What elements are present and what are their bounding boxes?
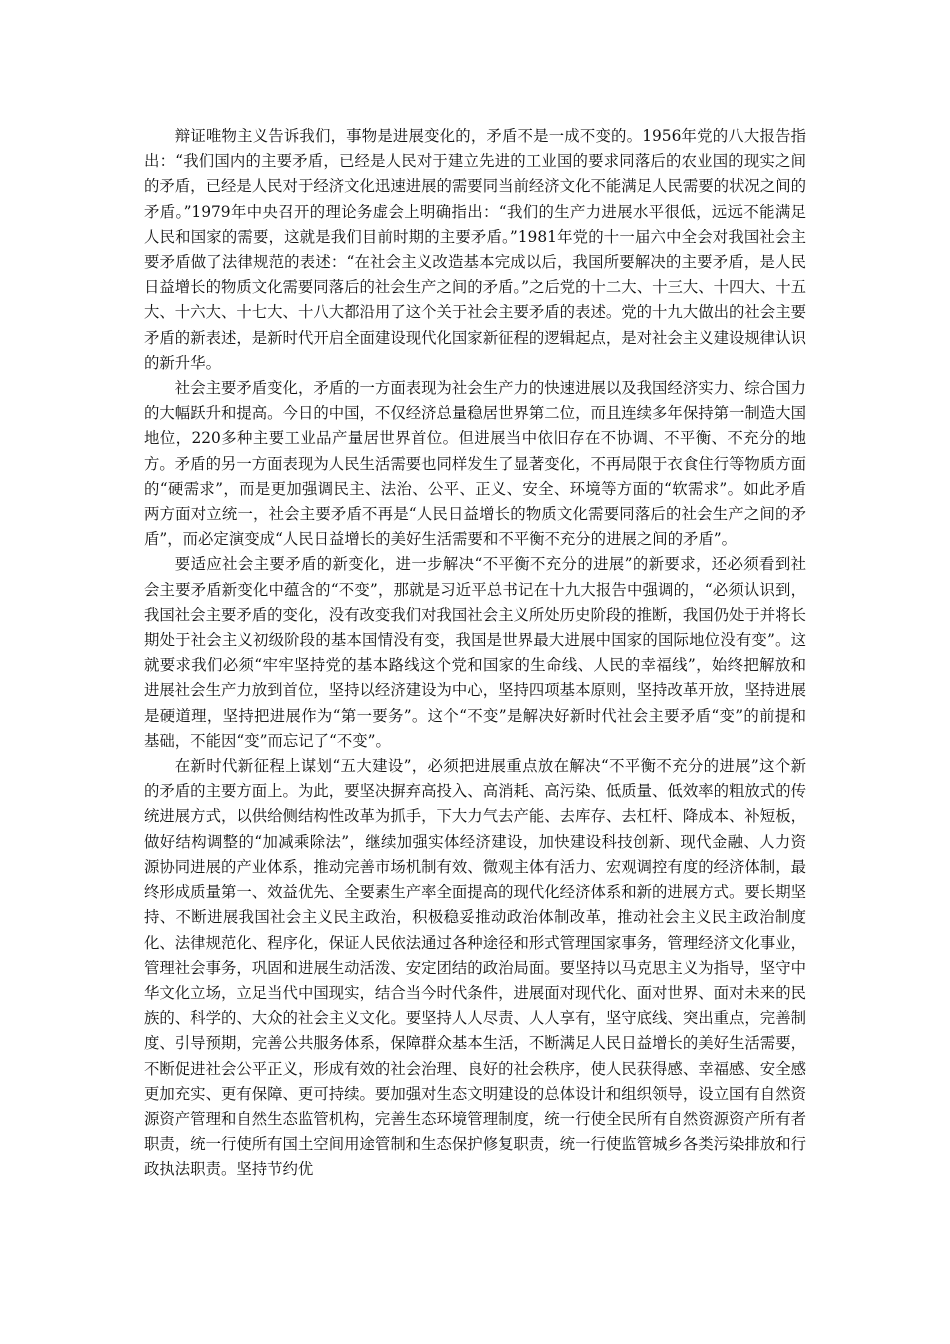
paragraph-4: 在新时代新征程上谋划“五大建设”，必须把进展重点放在解决“不平衡不充分的进展”这个新的矛盾的主要方面上。为此，要坚决摒弃高投入、高消耗、高污染、低质量、低效率的粗放式的传统进展方式，以供给侧结构性改革为抓手，下大力气去产能、去库存、去杠杆、降成本、补短板，做好结构调整的“加减乘除法”，继续加强实体经济建设，加快建设科技创新、现代金融、人力资源协同进展的产业体系，推动完善市场机制有效、微观主体有活力、宏观调控有度的经济体制，最终形成质量第一、效益优先、全要素生产率全面提高的现代化经济体系和新的进展方式。要长期坚持、不断进展我国社会主义民主政治，积极稳妥推动政治体制改革，推动社会主义民主政治制度化、法律规范化、程序化，保证人民依法通过各种途径和形式管理国家事务，管理经济文化事业，管理社会事务，巩固和进展生动活泼、安定团结的政治局面。要坚持以马克思主义为指导，坚守中华文化立场，立足当代中国现实，结合当今时代条件，进展面对现代化、面对世界、面对未来的民族的、科学的、大众的社会主义文化。要坚持人人尽责、人人享有，坚守底线、突出重点，完善制度、引导预期，完善公共服务体系，保障群众基本生活，不断满足人民日益增长的美好生活需要，不断促进社会公平正义，形成有效的社会治理、良好的社会秩序，使人民获得感、幸福感、安全感更加充实、更有保障、更可持续。要加强对生态文明建设的总体设计和组织领导，设立国有自然资源资产管理和自然生态监管机构，完善生态环境管理制度，统一行使全民所有自然资源资产所有者职责，统一行使所有国土空间用途管制和生态保护修复职责，统一行使监管城乡各类污染排放和行政执法职责。坚持节约优 — [144, 757, 806, 1179]
paragraph-3: 要适应社会主要矛盾的新变化，进一步解决“不平衡不充分的进展”的新要求，还必须看到社会主要矛盾新变化中蕴含的“不变”，那就是习近平总书记在十九大报告中强调的，“必须认识到，我国社会主要矛盾的变化，没有改变我们对我国社会主义所处历史阶段的推断，我国仍处于并将长期处于社会主义初级阶段的基本国情没有变，我国是世界最大进展中国家的国际地位没有变”。这就要求我们必须“牢牢坚持党的基本路线这个党和国家的生命线、人民的幸福线”，始终把解放和进展社会生产力放到首位，坚持以经济建设为中心，坚持四项基本原则，坚持改革开放，坚持进展是硬道理，坚持把进展作为“第一要务”。这个“不变”是解决好新时代社会主要矛盾“变”的前提和基础，不能因“变”而忘记了“不变”。 — [144, 555, 806, 750]
paragraph-2: 社会主要矛盾变化，矛盾的一方面表现为社会生产力的快速进展以及我国经济实力、综合国力的大幅跃升和提高。今日的中国，不仅经济总量稳居世界第二位，而且连续多年保持第一制造大国地位，220多种主要工业品产量居世界首位。但进展当中依旧存在不协调、不平衡、不充分的地方。矛盾的另一方面表现为人民生活需要也同样发生了显著变化，不再局限于衣食住行等物质方面的“硬需求”，而是更加强调民主、法治、公平、正义、安全、环境等方面的“软需求”。如此矛盾两方面对立统一，社会主要矛盾不再是“人民日益增长的物质文化需要同落后的社会生产之间的矛盾”，而必定演变成“人民日益增长的美好生活需要和不平衡不充分的进展之间的矛盾”。 — [144, 379, 806, 549]
document-body — [144, 124, 806, 1183]
paragraph-1: 辩证唯物主义告诉我们，事物是进展变化的，矛盾不是一成不变的。1956年党的八大报告指出：“我们国内的主要矛盾，已经是人民对于建立先进的工业国的要求同落后的农业国的现实之间的矛盾，已经是人民对于经济文化迅速进展的需要同当前经济文化不能满足人民需要的状况之间的矛盾。”1979年中央召开的理论务虚会上明确指出：“我们的生产力进展水平很低，远远不能满足人民和国家的需要，这就是我们目前时期的主要矛盾。”1981年党的十一届六中全会对我国社会主要矛盾做了法律规范的表述：“在社会主义改造基本完成以后，我国所要解决的主要矛盾，是人民日益增长的物质文化需要同落后的社会生产之间的矛盾。”之后党的十二大、十三大、十四大、十五大、十六大、十七大、十八大都沿用了这个关于社会主要矛盾的表述。党的十九大做出的社会主要矛盾的新表述，是新时代开启全面建设现代化国家新征程的逻辑起点，是对社会主义建设规律认识的新升华。 — [144, 127, 806, 372]
